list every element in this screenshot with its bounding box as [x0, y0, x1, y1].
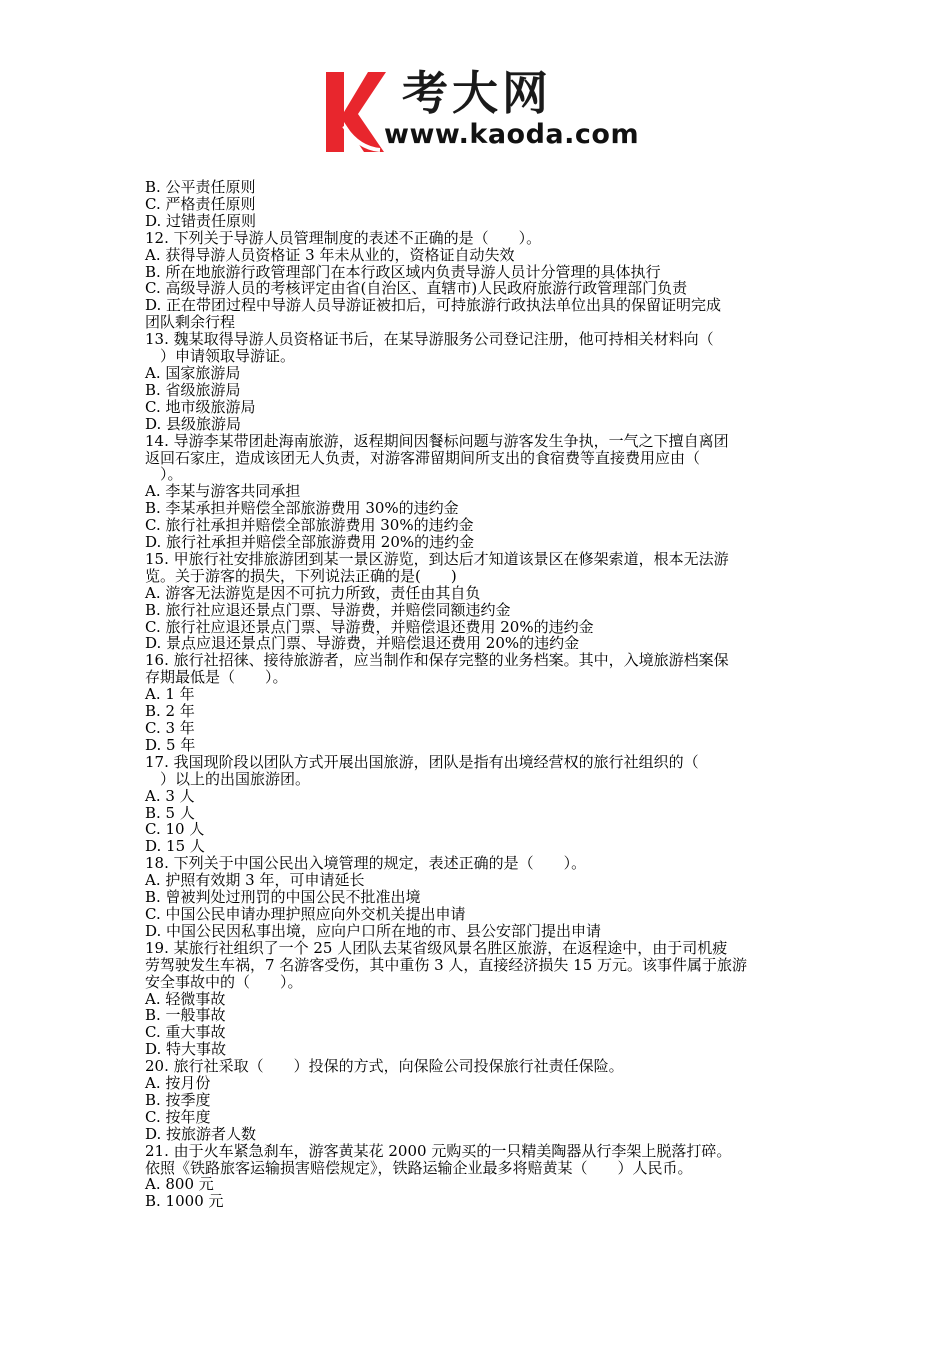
text-line: 16. 旅行社招徕、接待旅游者，应当制作和保存完整的业务档案。其中，入境旅游档案保 — [145, 651, 729, 670]
text-line: D. 5 年 — [145, 735, 196, 754]
text-line: 21. 由于火车紧急刹车，游客黄某花 2000 元购买的一只精美陶器从行李架上脱落打碎。 — [145, 1141, 732, 1160]
text-line: 13. 魏某取得导游人员资格证书后，在某导游服务公司登记注册，他可持相关材料向（ — [145, 330, 714, 349]
text-line: 20. 旅行社采取（ ）投保的方式，向保险公司投保旅行社责任保险。 — [145, 1057, 624, 1076]
text-line: 安全事故中的（ ）。 — [145, 972, 303, 991]
text-line: B. 一般事故 — [145, 1006, 226, 1025]
text-line: B. 公平责任原则 — [145, 178, 256, 196]
text-line: B. 1000 元 — [145, 1192, 224, 1211]
kaoda-logo — [312, 66, 642, 158]
exam-questions — [145, 179, 815, 1210]
text-line: D. 县级旅游局 — [145, 414, 242, 433]
text-line: ）申请领取导游证。 — [145, 347, 296, 366]
text-line: B. 曾被判处过刑罚的中国公民不批准出境 — [145, 888, 421, 907]
text-line: D. 特大事故 — [145, 1040, 227, 1059]
text-line: 团队剩余行程 — [145, 313, 236, 332]
text-line: 18. 下列关于中国公民出入境管理的规定，表述正确的是（ ）。 — [145, 854, 587, 873]
text-line: C. 3 年 — [145, 719, 195, 737]
text-line: A. 1 年 — [145, 685, 195, 704]
text-line: ）以上的出国旅游团。 — [145, 769, 311, 788]
text-line: D. 正在带团过程中导游人员导游证被扣后，可持旅游行政执法单位出具的保留证明完成 — [145, 296, 722, 315]
text-line: C. 中国公民申请办理护照应向外交机关提出申请 — [145, 904, 466, 923]
text-line: C. 严格责任原则 — [145, 194, 256, 213]
text-line: B. 旅行社应退还景点门票、导游费，并赔偿同额违约金 — [145, 600, 511, 619]
text-line: D. 过错责任原则 — [145, 211, 257, 230]
k-logo-icon — [318, 68, 388, 152]
text-line: D. 按旅游者人数 — [145, 1124, 257, 1143]
text-line: A. 国家旅游局 — [145, 363, 241, 382]
text-line: 19. 某旅行社组织了一个 25 人团队去某省级风景名胜区旅游，在返程途中，由于司机疲 — [145, 938, 728, 957]
text-line: C. 10 人 — [145, 820, 205, 839]
text-line: B. 所在地旅游行政管理部门在本行政区域内负责导游人员计分管理的具体执行 — [145, 262, 661, 281]
text-line: 12. 下列关于导游人员管理制度的表述不正确的是（ ）。 — [145, 228, 542, 247]
text-line: B. 李某承担并赔偿全部旅游费用 30%的违约金 — [145, 499, 459, 518]
text-line: 依照《铁路旅客运输损害赔偿规定》，铁路运输企业最多将赔黄某（ ）人民币。 — [145, 1158, 693, 1177]
text-line: C. 旅行社承担并赔偿全部旅游费用 30%的违约金 — [145, 516, 474, 535]
text-line: A. 按月份 — [145, 1074, 211, 1093]
text-line: A. 游客无法游览是因不可抗力所致，责任由其自负 — [145, 583, 481, 602]
text-line: A. 获得导游人员资格证 3 年未从业的，资格证自动失效 — [145, 245, 515, 264]
text-line: D. 15 人 — [145, 837, 205, 856]
text-line: D. 旅行社承担并赔偿全部旅游费用 20%的违约金 — [145, 533, 475, 552]
text-line: C. 重大事故 — [145, 1023, 226, 1042]
logo-url: www.kaoda.com — [384, 119, 640, 150]
text-line: C. 按年度 — [145, 1107, 211, 1126]
text-line: B. 按季度 — [145, 1090, 211, 1109]
text-line: C. 旅行社应退还景点门票、导游费，并赔偿退还费用 20%的违约金 — [145, 617, 594, 636]
text-line: 返回石家庄，造成该团无人负责，对游客滞留期间所支出的食宿费等直接费用应由（ — [145, 448, 701, 467]
text-line: A. 3 人 — [145, 786, 195, 805]
text-line: B. 2 年 — [145, 702, 195, 721]
text-line: 14. 导游李某带团赴海南旅游，返程期间因餐标问题与游客发生争执，一气之下擅自离团 — [145, 431, 729, 450]
text-line: D. 景点应退还景点门票、导游费，并赔偿退还费用 20%的违约金 — [145, 634, 580, 653]
text-line: 劳驾驶发生车祸，7 名游客受伤，其中重伤 3 人，直接经济损失 15 万元。该事件属于旅游 — [145, 955, 748, 974]
text-line: C. 高级导游人员的考核评定由省(自治区、直辖市)人民政府旅游行政管理部门负责 — [145, 279, 688, 298]
text-line: 15. 甲旅行社安排旅游团到某一景区游览，到达后才知道该景区在修架索道，根本无法游 — [145, 549, 729, 568]
text-line: A. 李某与游客共同承担 — [145, 482, 301, 501]
logo-brand-name: 考大网 — [402, 66, 552, 120]
text-line: A. 轻微事故 — [145, 989, 226, 1008]
text-line: A. 800 元 — [145, 1175, 214, 1194]
text-line: D. 中国公民因私事出境，应向户口所在地的市、县公安部门提出申请 — [145, 921, 602, 940]
text-line: A. 护照有效期 3 年，可申请延长 — [145, 871, 365, 890]
text-line: ）。 — [145, 465, 183, 484]
text-line: B. 5 人 — [145, 803, 195, 822]
text-line: 存期最低是（ ）。 — [145, 668, 288, 687]
text-line: 17. 我国现阶段以团队方式开展出国旅游，团队是指有出境经营权的旅行社组织的（ — [145, 752, 699, 771]
text-line: C. 地市级旅游局 — [145, 397, 256, 416]
text-line: 览。关于游客的损失，下列说法正确的是( ) — [145, 566, 457, 585]
text-line: B. 省级旅游局 — [145, 380, 241, 399]
